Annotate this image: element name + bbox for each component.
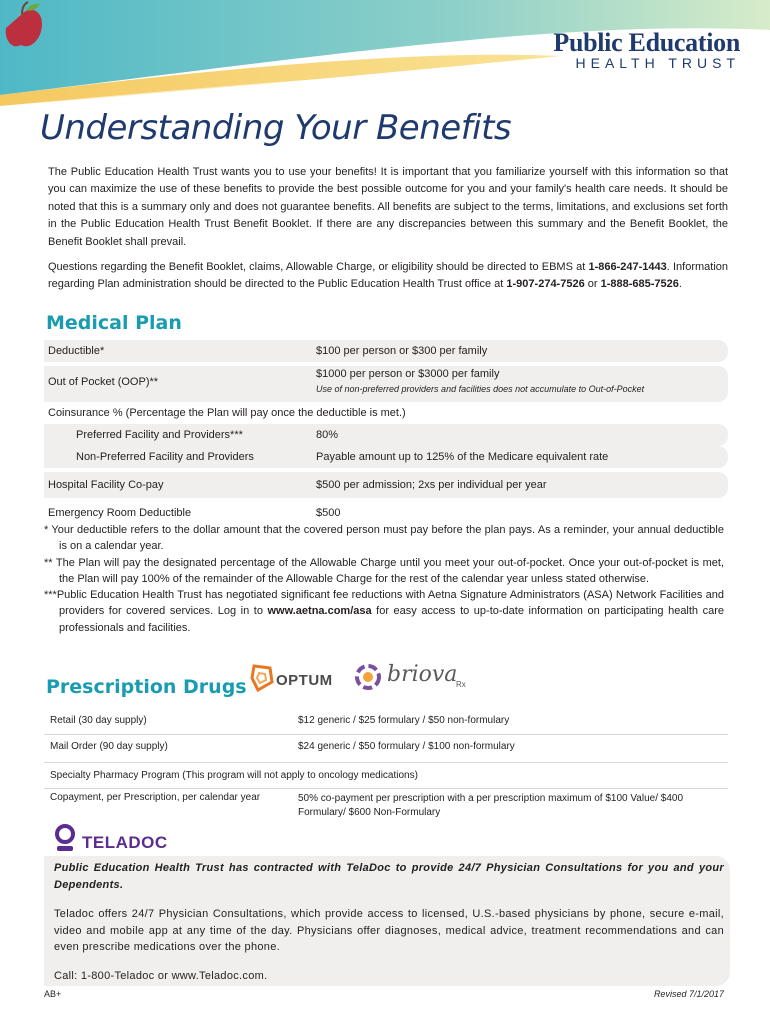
nonpreferred-value: Payable amount up to 125% of the Medicare equivalent rate [316, 451, 609, 463]
teladoc-description: Teladoc offers 24/7 Physician Consultations, which provide access to licensed, U.S.-based physicians by phone, secure e-mail, video and mobile app at any time of the day. Physicians offer diagnoses, medical advice, treatment recommendations and can even prescribe medications over the phone. [54, 908, 724, 953]
oop-value: $1000 per person or $3000 per family [316, 368, 500, 380]
table-row [44, 472, 728, 498]
footnotes [44, 522, 724, 636]
hospital-label: Hospital Facility Co-pay [48, 479, 164, 491]
intro-paragraph: The Public Education Health Trust wants you to use your benefits! It is important that you familiarize yourself with this information so that you can maximize the use of these benefits to provide the best possible outcome for you and your family's health care needs. It should be noted that this is a summary only and does not guarantee benefits. All benefits are subject to the terms, limitations, and exclusions set forth in the Public Education Health Trust Benefit Booklet. If there are any discrepancies between this summary and the Benefit Booklet, the Benefit Booklet shall prevail. [48, 166, 728, 248]
footnote-1: * Your deductible refers to the dollar amount that the covered person must pay before the plan pays. As a reminder, your annual deductible is on a calendar year. [44, 524, 724, 553]
teladoc-call-text: Call: 1-800-Teladoc or www.Teladoc.com. [54, 970, 268, 982]
teladoc-label: TELADOC [82, 833, 168, 852]
briova-rx-label: Rx [456, 680, 466, 689]
table-row [44, 706, 728, 734]
specialty-label: Specialty Pharmacy Program (This program will not apply to oncology medications) [50, 770, 418, 781]
trust-phone-tollfree: 1-888-685-7526 [600, 278, 679, 291]
table-row [44, 788, 728, 824]
nonpreferred-label: Non-Preferred Facility and Providers [76, 451, 254, 463]
hospital-value: $500 per admission; 2xs per individual per year [316, 479, 547, 491]
er-label: Emergency Room Deductible [48, 507, 192, 519]
retail-label: Retail (30 day supply) [50, 715, 147, 726]
header-banner [0, 0, 770, 110]
optum-label: OPTUM [276, 672, 333, 689]
table-row [44, 340, 728, 362]
intro-section [48, 164, 728, 294]
teladoc-contract-text: Public Education Health Trust has contracted with TelaDoc to provide 24/7 Physician Consultations for you and your Dependents. [54, 862, 724, 891]
medical-plan-table [44, 340, 728, 526]
copay-value: 50% co-payment per prescription with a per prescription maximum of $100 Value/ $400 Formulary/ $600 Non-Formulary [298, 793, 684, 818]
mail-order-label: Mail Order (90 day supply) [50, 741, 168, 752]
copay-label: Copayment, per Prescription, per calendar year [50, 792, 261, 803]
preferred-value: 80% [316, 429, 339, 441]
deductible-value: $100 per person or $300 per family [316, 345, 488, 357]
trust-phone-local: 1-907-274-7526 [506, 278, 585, 291]
optum-mark-icon [250, 664, 274, 692]
footer-revised-date: Revised 7/1/2017 [653, 989, 724, 999]
logo-subtitle: HEALTH TRUST [575, 55, 740, 71]
ebms-phone: 1-866-247-1443 [588, 261, 667, 274]
briova-mark-icon [355, 664, 381, 690]
deductible-label: Deductible* [48, 345, 105, 357]
logo-title: Public Education [553, 28, 740, 57]
table-row [44, 402, 728, 424]
er-value: $500 [316, 507, 341, 519]
prescription-drugs-heading: Prescription Drugs [46, 676, 247, 698]
retail-value: $12 generic / $25 formulary / $50 non-formulary [298, 715, 510, 726]
briova-logo [355, 660, 485, 696]
coinsurance-label: Coinsurance % (Percentage the Plan will pay once the deductible is met.) [48, 407, 406, 419]
footnote-3-text: ***Public Education Health Trust has negotiated significant fee reductions with Aetna Signature Administrators (ASA) Network Facilities and providers for covered services. Log in to [44, 589, 724, 618]
mail-order-value: $24 generic / $50 formulary / $100 non-formulary [298, 741, 515, 752]
health-trust-logo [553, 28, 740, 71]
footer-plan-code: AB+ [44, 989, 62, 999]
contact-text-4: . [678, 278, 682, 291]
footnote-3-text-end: for easy access to up-to-date information on participating health care professionals and facilities. [59, 605, 724, 634]
contact-text-3: or [584, 278, 601, 291]
apple-icon [0, 0, 44, 50]
table-row [44, 446, 728, 468]
briova-label: briova [387, 662, 458, 687]
contact-text-2: . Information regarding Plan administration should be directed to the Public Education Health Trust office at [48, 261, 728, 291]
footnote-2: ** The Plan will pay the designated percentage of the Allowable Charge until you meet your out-of-pocket. Once your out-of-pocket is met, the Plan will pay 100% of the remainder of the Allowable Charge for the rest of the calendar year unless stated otherwise. [44, 556, 724, 585]
page-title: Understanding Your Benefits [40, 108, 512, 148]
contact-paragraph [48, 259, 728, 294]
footnote-3 [44, 587, 724, 636]
preferred-label: Preferred Facility and Providers*** [76, 429, 243, 441]
medical-plan-heading: Medical Plan [46, 312, 182, 334]
table-row [44, 762, 728, 788]
table-row [44, 366, 728, 402]
oop-note: Use of non-preferred providers and facilities does not accumulate to Out-of-Pocket [316, 384, 645, 394]
teladoc-mark-icon [54, 824, 76, 854]
prescription-table [44, 706, 728, 824]
table-row [44, 424, 728, 446]
contact-text-1: Questions regarding the Benefit Booklet, claims, Allowable Charge, or eligibility should be directed to EBMS at [48, 261, 589, 274]
teladoc-info-box [44, 856, 730, 986]
oop-label: Out of Pocket (OOP)** [48, 376, 159, 388]
table-row [44, 734, 728, 762]
aetna-link[interactable]: www.aetna.com/asa [267, 605, 372, 618]
